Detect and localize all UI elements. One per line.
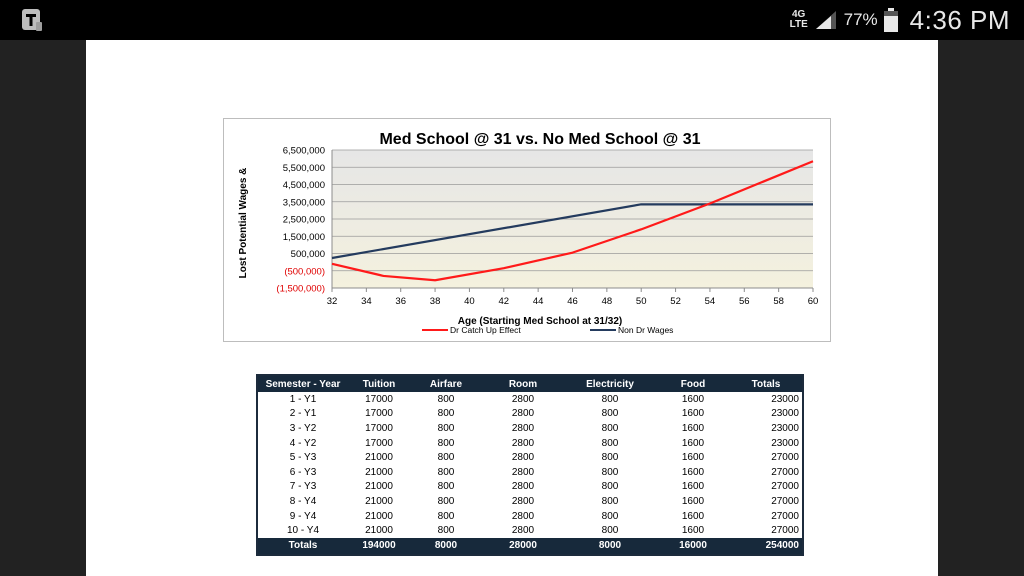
x-tick-label: 44 [532,296,544,307]
row-semester: 3 - Y2 [289,422,317,434]
y-tick-label: (500,000) [284,266,325,278]
row-room: 2800 [511,466,535,478]
table-row [258,392,802,407]
battery-icon [884,8,898,32]
row-total: 27000 [771,495,799,507]
header-totals: Totals [730,376,802,392]
row-electricity: 800 [601,495,619,507]
row-food: 1600 [681,510,705,522]
row-airfare: 800 [437,481,455,493]
row-semester: 1 - Y1 [289,393,317,405]
row-electricity: 800 [601,525,619,537]
row-tuition: 21000 [365,525,393,537]
signal-icon [814,9,838,31]
row-total: 23000 [771,408,799,420]
row-semester: 4 - Y2 [289,437,317,449]
totals-grand: 254000 [730,538,802,554]
table-row [258,523,802,538]
row-tuition: 17000 [365,437,393,449]
document-page [86,40,938,576]
row-total: 23000 [771,393,799,405]
x-tick-label: 46 [567,296,578,307]
row-food: 1600 [681,481,705,493]
row-room: 2800 [511,481,535,493]
row-room: 2800 [511,495,535,507]
legend-label: Non Dr Wages [618,325,674,335]
left-margin [0,40,86,576]
row-electricity: 800 [601,466,619,478]
totals-label: Totals [258,538,348,554]
x-tick-label: 56 [738,296,750,307]
row-total: 27000 [771,525,799,537]
row-airfare: 800 [437,510,455,522]
y-tick-label: (1,500,000) [276,283,325,295]
x-tick-label: 34 [361,296,372,307]
row-semester: 6 - Y3 [289,466,317,478]
x-tick-label: 32 [326,296,338,307]
row-room: 2800 [511,422,535,434]
row-electricity: 800 [601,481,619,493]
y-tick-label: 3,500,000 [282,197,325,209]
row-tuition: 21000 [365,466,393,478]
battery-percent: 77% [843,10,878,29]
table-row [258,480,802,495]
row-semester: 7 - Y3 [289,481,317,493]
x-axis-label: Age (Starting Med School at 31/32) [457,316,623,327]
y-tick-label: 500,000 [290,249,325,260]
header-tuition: Tuition [348,376,410,392]
x-tick-label: 54 [704,296,716,307]
row-tuition: 21000 [365,452,393,464]
row-total: 27000 [771,452,799,464]
row-semester: 5 - Y3 [289,452,317,464]
y-tick-label: 5,500,000 [282,162,325,174]
row-food: 1600 [681,495,705,507]
totals-food: 16000 [656,538,730,554]
row-room: 2800 [511,452,535,464]
totals-airfare: 8000 [410,538,482,554]
x-tick-label: 42 [498,296,510,307]
header-room: Room [482,376,564,392]
header-food: Food [656,376,730,392]
row-food: 1600 [681,408,705,420]
y-axis-label: Lost Potential Wages & [238,167,249,279]
table-row [258,465,802,480]
network-type: 4G LTE [789,9,808,30]
x-tick-label: 48 [601,296,613,307]
y-tick-label: 1,500,000 [282,231,325,243]
row-tuition: 17000 [365,408,393,420]
row-airfare: 800 [437,408,455,420]
row-total: 23000 [771,437,799,449]
x-tick-label: 40 [464,296,475,307]
row-electricity: 800 [601,393,619,405]
row-room: 2800 [511,393,535,405]
totals-tuition: 194000 [348,538,410,554]
table-row [258,421,802,436]
line-chart [224,119,830,341]
table-row [258,407,802,422]
row-food: 1600 [681,437,705,449]
row-semester: 10 - Y4 [286,525,320,537]
row-airfare: 800 [437,393,455,405]
header-airfare: Airfare [410,376,482,392]
x-tick-label: 52 [670,296,681,307]
table-row [258,436,802,451]
row-tuition: 17000 [365,422,393,434]
row-food: 1600 [681,452,705,464]
row-food: 1600 [681,422,705,434]
table-row [258,450,802,465]
y-tick-label: 6,500,000 [282,145,325,157]
status-bar [0,0,1024,40]
row-total: 27000 [771,510,799,522]
clock: 4:36 PM [909,4,1010,35]
row-food: 1600 [681,393,705,405]
chart-title: Med School @ 31 vs. No Med School @ 31 [379,131,701,148]
x-tick-label: 60 [807,296,819,307]
row-room: 2800 [511,525,535,537]
row-room: 2800 [511,510,535,522]
row-total: 27000 [771,481,799,493]
row-airfare: 800 [437,495,455,507]
row-electricity: 800 [601,422,619,434]
row-total: 23000 [771,422,799,434]
carrier-icon [18,6,46,34]
legend-label: Dr Catch Up Effect [450,325,521,335]
x-tick-label: 50 [635,296,647,307]
totals-electricity: 8000 [564,538,656,554]
row-airfare: 800 [437,525,455,537]
x-tick-label: 58 [773,296,784,307]
row-semester: 2 - Y1 [289,408,317,420]
y-tick-label: 4,500,000 [282,180,325,191]
totals-room: 28000 [482,538,564,554]
chart-frame [223,118,831,342]
row-airfare: 800 [437,466,455,478]
row-electricity: 800 [601,408,619,420]
x-tick-label: 36 [395,296,407,307]
x-tick-label: 38 [429,296,441,307]
row-tuition: 17000 [365,393,393,405]
header-electricity: Electricity [564,376,656,392]
row-tuition: 21000 [365,510,393,522]
cost-table [256,374,804,556]
row-food: 1600 [681,525,705,537]
header-semester: Semester - Year [258,376,348,392]
row-electricity: 800 [601,437,619,449]
totals-row [258,538,802,554]
row-room: 2800 [511,437,535,449]
row-airfare: 800 [437,422,455,434]
row-electricity: 800 [601,510,619,522]
row-airfare: 800 [437,452,455,464]
table-row [258,494,802,509]
row-semester: 9 - Y4 [289,510,317,522]
row-total: 27000 [771,466,799,478]
table-row [258,509,802,524]
row-food: 1600 [681,466,705,478]
row-room: 2800 [511,408,535,420]
right-margin [938,40,1024,576]
row-airfare: 800 [437,437,455,449]
y-tick-label: 2,500,000 [282,214,325,226]
row-semester: 8 - Y4 [289,495,317,507]
table-header-row [258,376,802,392]
row-electricity: 800 [601,452,619,464]
row-tuition: 21000 [365,495,393,507]
row-tuition: 21000 [365,481,393,493]
